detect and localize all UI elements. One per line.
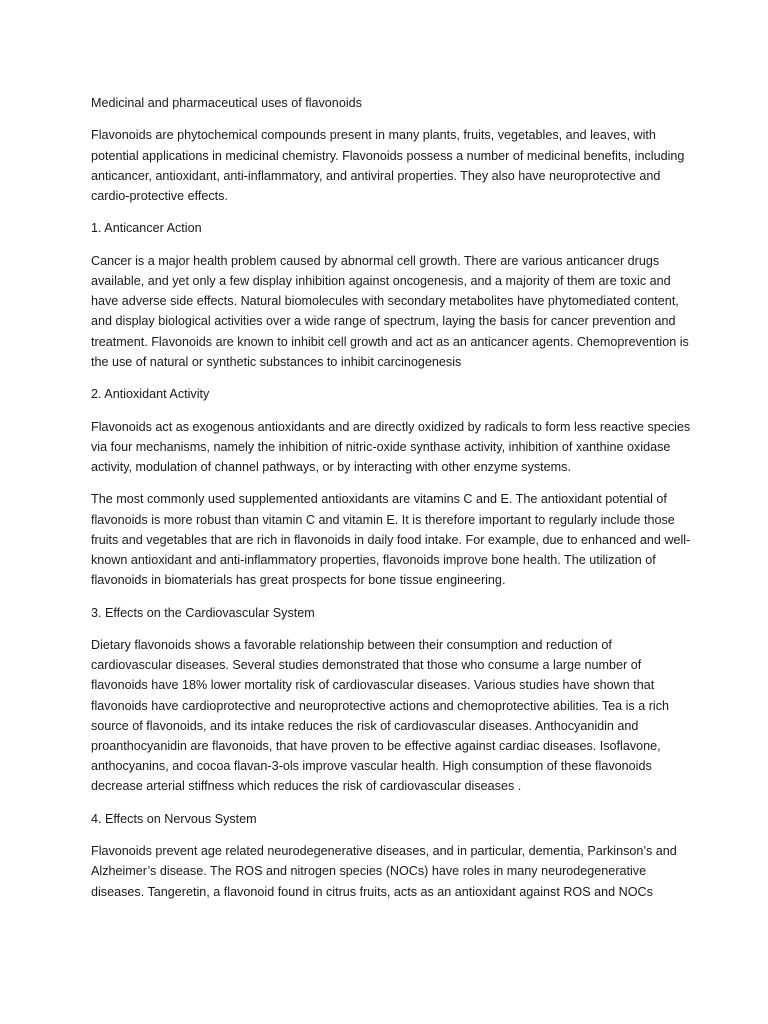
section-heading-antioxidant: 2. Antioxidant Activity [91,387,210,402]
section-heading-cardiovascular: 3. Effects on the Cardiovascular System [91,605,315,620]
document-body [91,93,691,914]
anticancer-paragraph: Cancer is a major health problem caused by abnormal cell growth. There are various anticancer drugs available, and yet only a few display inhibition against oncogenesis, and a majority of them are toxic and have adverse side effects. Natural biomolecules with secondary metabolites have phytomediated content, and display biological activities over a wide range of spectrum, laying the basis for cancer prevention and treatment. Flavonoids are known to inhibit cell growth and act as an anticancer agents. Chemoprevention is the use of natural or synthetic substances to inhibit carcinogenesis [91,253,689,369]
section-heading-nervous-system: 4. Effects on Nervous System [91,811,257,826]
antioxidant-paragraph-2: The most commonly used supplemented antioxidants are vitamins C and E. The antioxidant potential of flavonoids is more robust than vitamin C and vitamin E. It is therefore important to regularly include those fruits and vegetables that are rich in flavonoids in daily food intake. For example, due to enhanced and well-known antioxidant and anti-inflammatory properties, flavonoids improve bone health. The utilization of flavonoids in biomaterials has great prospects for bone tissue engineering. [91,492,691,588]
cardiovascular-paragraph: Dietary flavonoids shows a favorable relationship between their consumption and reduction of cardiovascular diseases. Several studies demonstrated that those who consume a large number of flavonoids have 18% lower mortality risk of cardiovascular diseases. Various studies have shown that flavonoids have cardioprotective and neuroprotective actions and chemoprotective abilities. Tea is a rich source of flavonoids, and its intake reduces the risk of cardiovascular diseases. Anthocyanidin and proanthocyanidin are flavonoids, that have proven to be effective against cardiac diseases. Isoflavone, anthocyanins, and cocoa flavan-3-ols improve vascular health. High consumption of these flavonoids decrease arterial stiffness which reduces the risk of cardiovascular diseases . [91,637,670,794]
section-heading-anticancer: 1. Anticancer Action [91,221,202,236]
document-title: Medicinal and pharmaceutical uses of flavonoids [91,96,362,110]
nervous-system-paragraph: Flavonoids prevent age related neurodegenerative diseases, and in particular, dementia, Parkinson’s and Alzheimer’s disease. The ROS and nitrogen species (NOCs) have roles in many neurodegenerative diseases. Tangeretin, a flavonoid found in citrus fruits, acts as an antioxidant against ROS and NOCs [91,844,677,899]
antioxidant-paragraph-1: Flavonoids act as exogenous antioxidants and are directly oxidized by radicals to form less reactive species via four mechanisms, namely the inhibition of nitric-oxide synthase activity, inhibition of xanthine oxidase activity, modulation of channel pathways, or by interacting with other enzyme systems. [91,419,691,474]
intro-paragraph: Flavonoids are phytochemical compounds present in many plants, fruits, vegetables, and leaves, with potential applications in medicinal chemistry. Flavonoids possess a number of medicinal benefits, including anticancer, antioxidant, anti-inflammatory, and antiviral properties. They also have neuroprotective and cardio-protective effects. [91,128,685,203]
